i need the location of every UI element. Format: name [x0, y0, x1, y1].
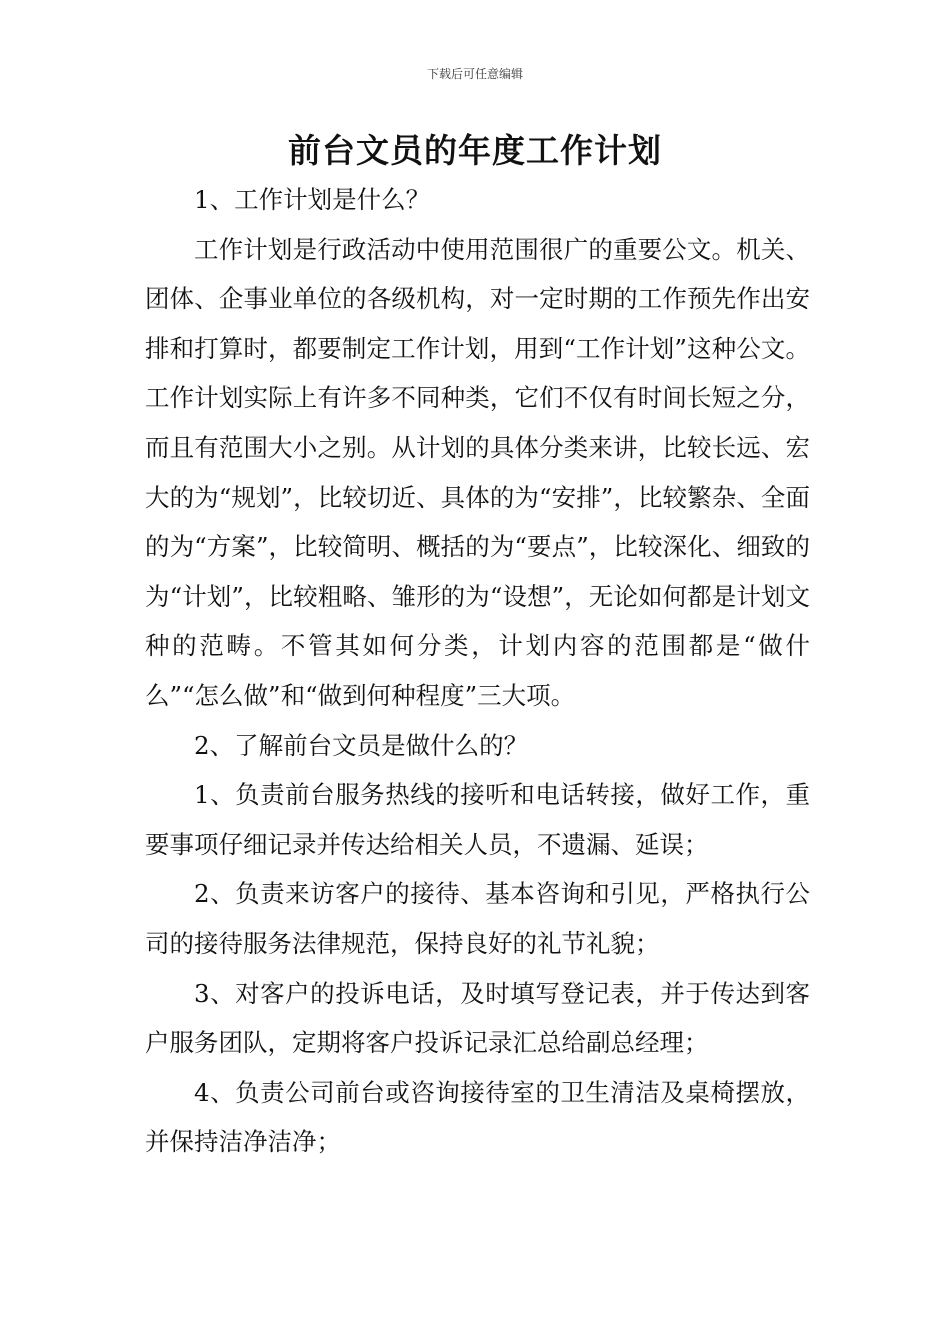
duty-item-4: 4、负责公司前台或咨询接待室的卫生清洁及桌椅摆放，并保持洁净洁净； [145, 1077, 810, 1157]
duty-item-1: 1、负责前台服务热线的接听和电话转接，做好工作，重要事项仔细记录并传达给相关人员，不遗漏、延误； [145, 780, 810, 859]
duty-item-2: 2、负责来访客户的接待、基本咨询和引见，严格执行公司的接待服务法律规范，保持良好的礼节礼貌； [145, 879, 810, 958]
header-note: 下载后可任意编辑 [426, 67, 523, 81]
section-heading-2: 2、了解前台文员是做什么的？ [194, 730, 529, 760]
paragraph-definition: 工作计划是行政活动中使用范围很广的重要公文。机关、团体、企事业单位的各级机构，对一定时期的工作预先作出安排和打算时，都要制定工作计划，用到“工作计划”这种公文。工作计划实际上有许多不同种类，它们不仅有时间长短之分，而且有范围大小之别。从计划的具体分类来讲，比较长远、宏大的为“规划”，比较切近、具体的为“安排”，比较繁杂、全面的为“方案”，比较简明、概括的为“要点”，比较深化、细致的为“计划”，比较粗略、雏形的为“设想”，无论如何都是计划文种的范畴。不管其如何分类，计划内容的范围都是“做什么”“怎么做”和“做到何种程度”三大项。 [145, 234, 810, 710]
section-heading-1: 1、工作计划是什么？ [194, 185, 431, 214]
document-title: 前台文员的年度工作计划 [288, 131, 662, 170]
document-body [145, 175, 810, 1167]
duty-item-3: 3、对客户的投诉电话，及时填写登记表，并于传达到客户服务团队，定期将客户投诉记录汇总给副总经理； [145, 978, 810, 1058]
